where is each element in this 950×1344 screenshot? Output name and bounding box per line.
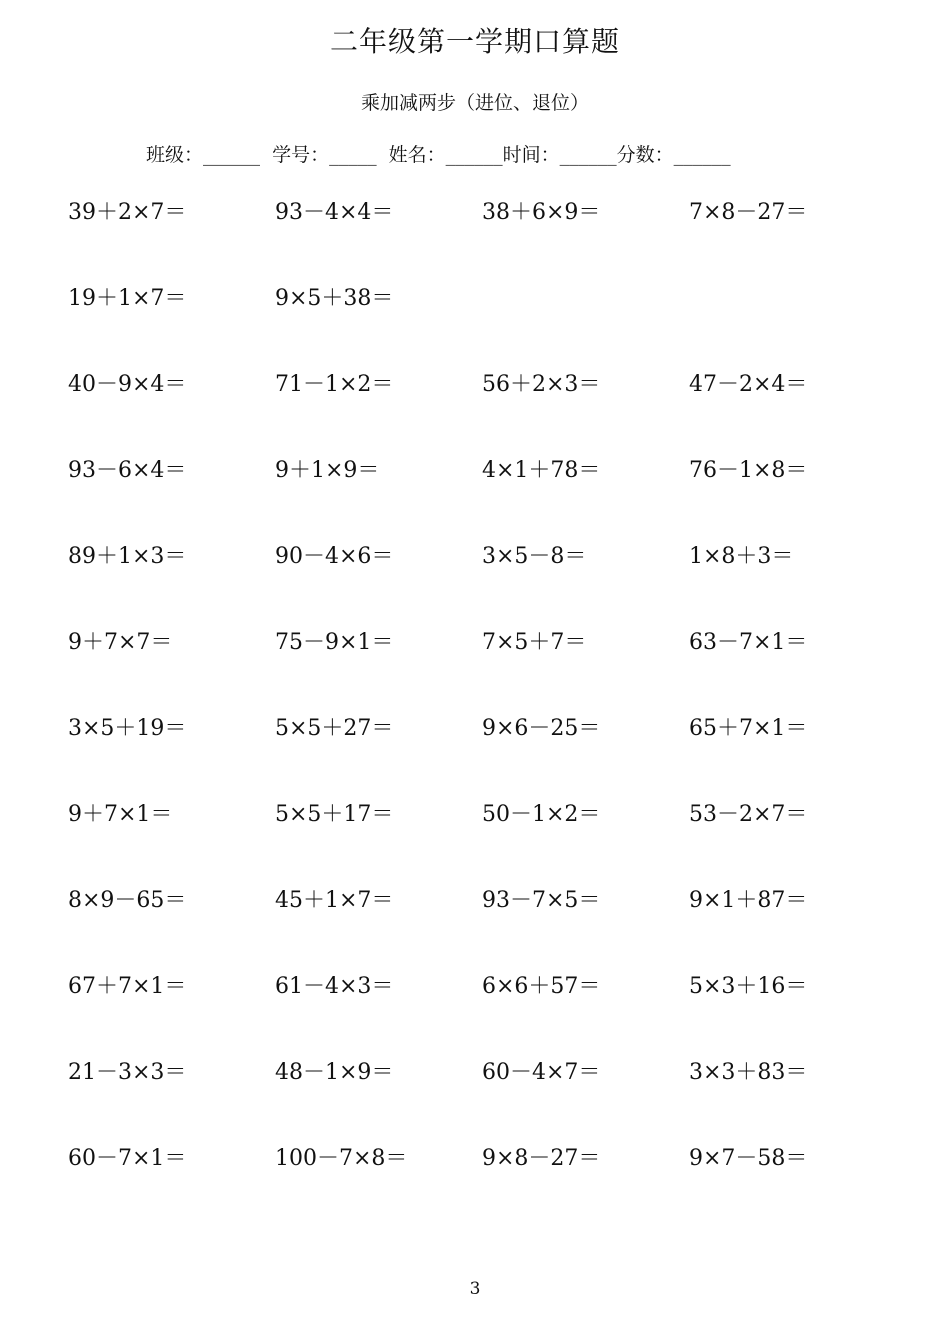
problem: 9＋7×7＝ bbox=[68, 630, 173, 655]
problem: 5×5＋17＝ bbox=[275, 802, 394, 827]
problem bbox=[689, 282, 896, 368]
problem: 39＋2×7＝ bbox=[68, 200, 187, 225]
problem: 76－1×8＝ bbox=[689, 458, 808, 483]
problem-row bbox=[68, 626, 908, 712]
problem: 9＋7×1＝ bbox=[68, 802, 173, 827]
student-info-line: 班级：______ 学号：_____ 姓名：______时间：______分数：______ bbox=[146, 144, 731, 166]
problem: 53－2×7＝ bbox=[689, 802, 808, 827]
problem: 47－2×4＝ bbox=[689, 372, 808, 397]
problem-grid bbox=[68, 196, 908, 1228]
problem: 4×1＋78＝ bbox=[482, 458, 601, 483]
problem: 50－1×2＝ bbox=[482, 802, 601, 827]
problem-row bbox=[68, 368, 908, 454]
problem: 1×8＋3＝ bbox=[689, 544, 794, 569]
problem: 48－1×9＝ bbox=[275, 1060, 394, 1085]
problem: 9×8－27＝ bbox=[482, 1146, 601, 1171]
problem: 7×8－27＝ bbox=[689, 200, 808, 225]
problem: 9×1＋87＝ bbox=[689, 888, 808, 913]
problem: 6×6＋57＝ bbox=[482, 974, 601, 999]
problem: 8×9－65＝ bbox=[68, 888, 187, 913]
problem-row bbox=[68, 196, 908, 282]
problem-row bbox=[68, 1056, 908, 1142]
page-number: 3 bbox=[469, 1279, 481, 1299]
problem-row bbox=[68, 282, 908, 368]
problem-row bbox=[68, 540, 908, 626]
problem: 63－7×1＝ bbox=[689, 630, 808, 655]
problem: 21－3×3＝ bbox=[68, 1060, 187, 1085]
problem-row bbox=[68, 884, 908, 970]
problem: 3×5＋19＝ bbox=[68, 716, 187, 741]
problem: 90－4×6＝ bbox=[275, 544, 394, 569]
problem: 75－9×1＝ bbox=[275, 630, 394, 655]
problem: 3×3＋83＝ bbox=[689, 1060, 808, 1085]
problem-row bbox=[68, 712, 908, 798]
problem: 56＋2×3＝ bbox=[482, 372, 601, 397]
problem: 93－4×4＝ bbox=[275, 200, 394, 225]
problem: 9×5＋38＝ bbox=[275, 286, 394, 311]
problem: 9＋1×9＝ bbox=[275, 458, 380, 483]
problem: 71－1×2＝ bbox=[275, 372, 394, 397]
page-subtitle: 乘加减两步（进位、退位） bbox=[360, 92, 589, 114]
problem: 40－9×4＝ bbox=[68, 372, 187, 397]
problem: 5×3＋16＝ bbox=[689, 974, 808, 999]
problem-row bbox=[68, 454, 908, 540]
problem: 60－7×1＝ bbox=[68, 1146, 187, 1171]
problem: 60－4×7＝ bbox=[482, 1060, 601, 1085]
problem: 65＋7×1＝ bbox=[689, 716, 808, 741]
problem: 7×5＋7＝ bbox=[482, 630, 587, 655]
problem: 19＋1×7＝ bbox=[68, 286, 187, 311]
problem: 9×6－25＝ bbox=[482, 716, 601, 741]
problem: 93－7×5＝ bbox=[482, 888, 601, 913]
problem: 9×7－58＝ bbox=[689, 1146, 808, 1171]
problem: 93－6×4＝ bbox=[68, 458, 187, 483]
problem-row bbox=[68, 798, 908, 884]
problem: 3×5－8＝ bbox=[482, 544, 587, 569]
page-title: 二年级第一学期口算题 bbox=[329, 25, 620, 58]
problem: 67＋7×1＝ bbox=[68, 974, 187, 999]
problem: 45＋1×7＝ bbox=[275, 888, 394, 913]
problem: 5×5＋27＝ bbox=[275, 716, 394, 741]
problem: 61－4×3＝ bbox=[275, 974, 394, 999]
problem-row bbox=[68, 1142, 908, 1228]
problem bbox=[482, 282, 689, 368]
problem-row bbox=[68, 970, 908, 1056]
problem: 38＋6×9＝ bbox=[482, 200, 601, 225]
problem: 100－7×8＝ bbox=[275, 1146, 408, 1171]
problem: 89＋1×3＝ bbox=[68, 544, 187, 569]
